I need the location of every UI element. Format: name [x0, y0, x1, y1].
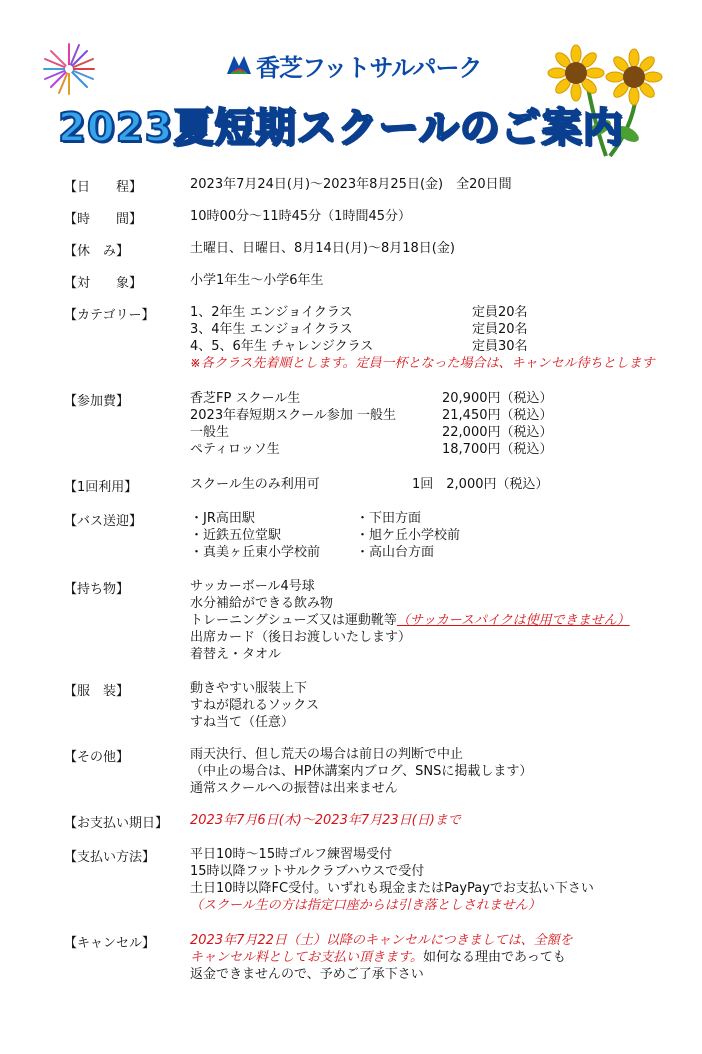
brand-logo-icon: [226, 50, 252, 76]
fee-item: 香芝FP スクール生: [190, 391, 301, 406]
payment-due-label: 【お支払い期日】: [64, 816, 169, 831]
holiday-label: 【休 み】: [64, 244, 130, 259]
payment-method-label: 【支払い方法】: [64, 850, 156, 865]
belongings-line: 水分補給ができる飲み物: [190, 596, 334, 611]
page-title: 2023夏短期スクールのご案内: [58, 105, 624, 151]
other-line: 通常スクールへの振替は出来ません: [190, 781, 398, 796]
cancel-fee-note: キャンセル料としてお支払い頂きます。: [190, 950, 423, 965]
clothes-line: すね当て（任意）: [190, 715, 295, 730]
single-use-value: スクール生のみ利用可: [190, 477, 320, 492]
bus-stop: ・JR高田駅: [190, 511, 255, 526]
category-note: ※各クラス先着順とします。定員一杯となった場合は、キャンセル待ちとします: [190, 356, 655, 371]
fee-label: 【参加費】: [64, 394, 130, 409]
brand-name: 香芝フットサルパーク: [256, 54, 482, 82]
belongings-line: [190, 612, 630, 629]
belongings-line: 出席カード（後日お渡しいたします）: [190, 630, 412, 645]
category-capacity: 定員20名: [472, 322, 528, 337]
fee-item: ペティロッソ生: [190, 442, 280, 457]
cancel-line: 返金できませんので、予めご了承下さい: [190, 967, 424, 982]
clothes-label: 【服 装】: [64, 684, 130, 699]
bus-stop: ・下田方面: [356, 511, 422, 526]
other-line: 雨天決行、但し荒天の場合は前日の判断で中止: [190, 747, 464, 762]
target-value: 小学1年生～小学6年生: [190, 273, 324, 288]
belongings-line: サッカーボール4号球: [190, 579, 315, 594]
cancel-no-refund: 如何なる理由であっても: [422, 950, 566, 965]
single-use-label: 【1回利用】: [64, 480, 138, 495]
category-capacity: 定員20名: [472, 305, 528, 320]
single-use-price: 1回 2,000円（税込）: [412, 477, 549, 492]
other-label: 【その他】: [64, 750, 130, 765]
belongings-shoes: トレーニングシューズ又は運動靴等: [190, 613, 397, 628]
fee-price: 20,900円（税込）: [442, 391, 553, 406]
bus-label: 【バス送迎】: [64, 514, 143, 529]
bus-stop: ・真美ヶ丘東小学校前: [190, 545, 321, 560]
firework-illustration: [42, 42, 96, 96]
bus-stop: ・近鉄五位堂駅: [190, 528, 282, 543]
fee-price: 18,700円（税込）: [442, 442, 553, 457]
fee-price: 21,450円（税込）: [442, 408, 553, 423]
schedule-label: 【日 程】: [64, 180, 143, 195]
fee-item: 一般生: [190, 425, 230, 440]
time-value: 10時00分～11時45分（1時間45分）: [190, 209, 411, 224]
clothes-line: すねが隠れるソックス: [190, 698, 319, 713]
holiday-value: 土曜日、日曜日、8月14日(月)～8月18日(金): [190, 241, 455, 256]
payment-method-line: 平日10時～15時ゴルフ練習場受付: [190, 847, 393, 862]
category-item: 4、5、6年生 チャレンジクラス: [190, 339, 374, 354]
category-label: 【カテゴリー】: [64, 308, 155, 323]
target-label: 【対 象】: [64, 276, 143, 291]
bus-stop: ・旭ケ丘小学校前: [356, 528, 461, 543]
payment-method-line: 15時以降フットサルクラブハウスで受付: [190, 864, 425, 879]
fee-item: 2023年春短期スクール参加 一般生: [190, 408, 396, 423]
category-item: 1、2年生 エンジョイクラス: [190, 305, 353, 320]
payment-method-line: 土日10時以降FC受付。いずれも現金またはPayPayでお支払い下さい: [190, 881, 594, 896]
bus-stop: ・高山台方面: [356, 545, 435, 560]
time-label: 【時 間】: [64, 212, 143, 227]
payment-due-value: 2023年7月6日(木)～2023年7月23日(日)まで: [190, 813, 461, 828]
cancel-line: 2023年7月22日（土）以降のキャンセルにつきましては、全額を: [190, 933, 573, 948]
belongings-label: 【持ち物】: [64, 582, 130, 597]
payment-method-note: （スクール生の方は指定口座からは引き落としされません）: [190, 898, 541, 913]
cancel-line: [190, 949, 566, 966]
clothes-line: 動きやすい服装上下: [190, 681, 308, 696]
belongings-line: 着替え・タオル: [190, 647, 282, 662]
belongings-shoes-note: （サッカースパイクは使用できません）: [396, 613, 630, 628]
other-line: （中止の場合は、HP休講案内ブログ、SNSに掲載します）: [190, 764, 533, 779]
category-item: 3、4年生 エンジョイクラス: [190, 322, 353, 337]
schedule-value: 2023年7月24日(月)～2023年8月25日(金) 全20日間: [190, 177, 512, 192]
category-capacity: 定員30名: [472, 339, 528, 354]
fee-price: 22,000円（税込）: [442, 425, 553, 440]
cancel-label: 【キャンセル】: [64, 936, 156, 951]
